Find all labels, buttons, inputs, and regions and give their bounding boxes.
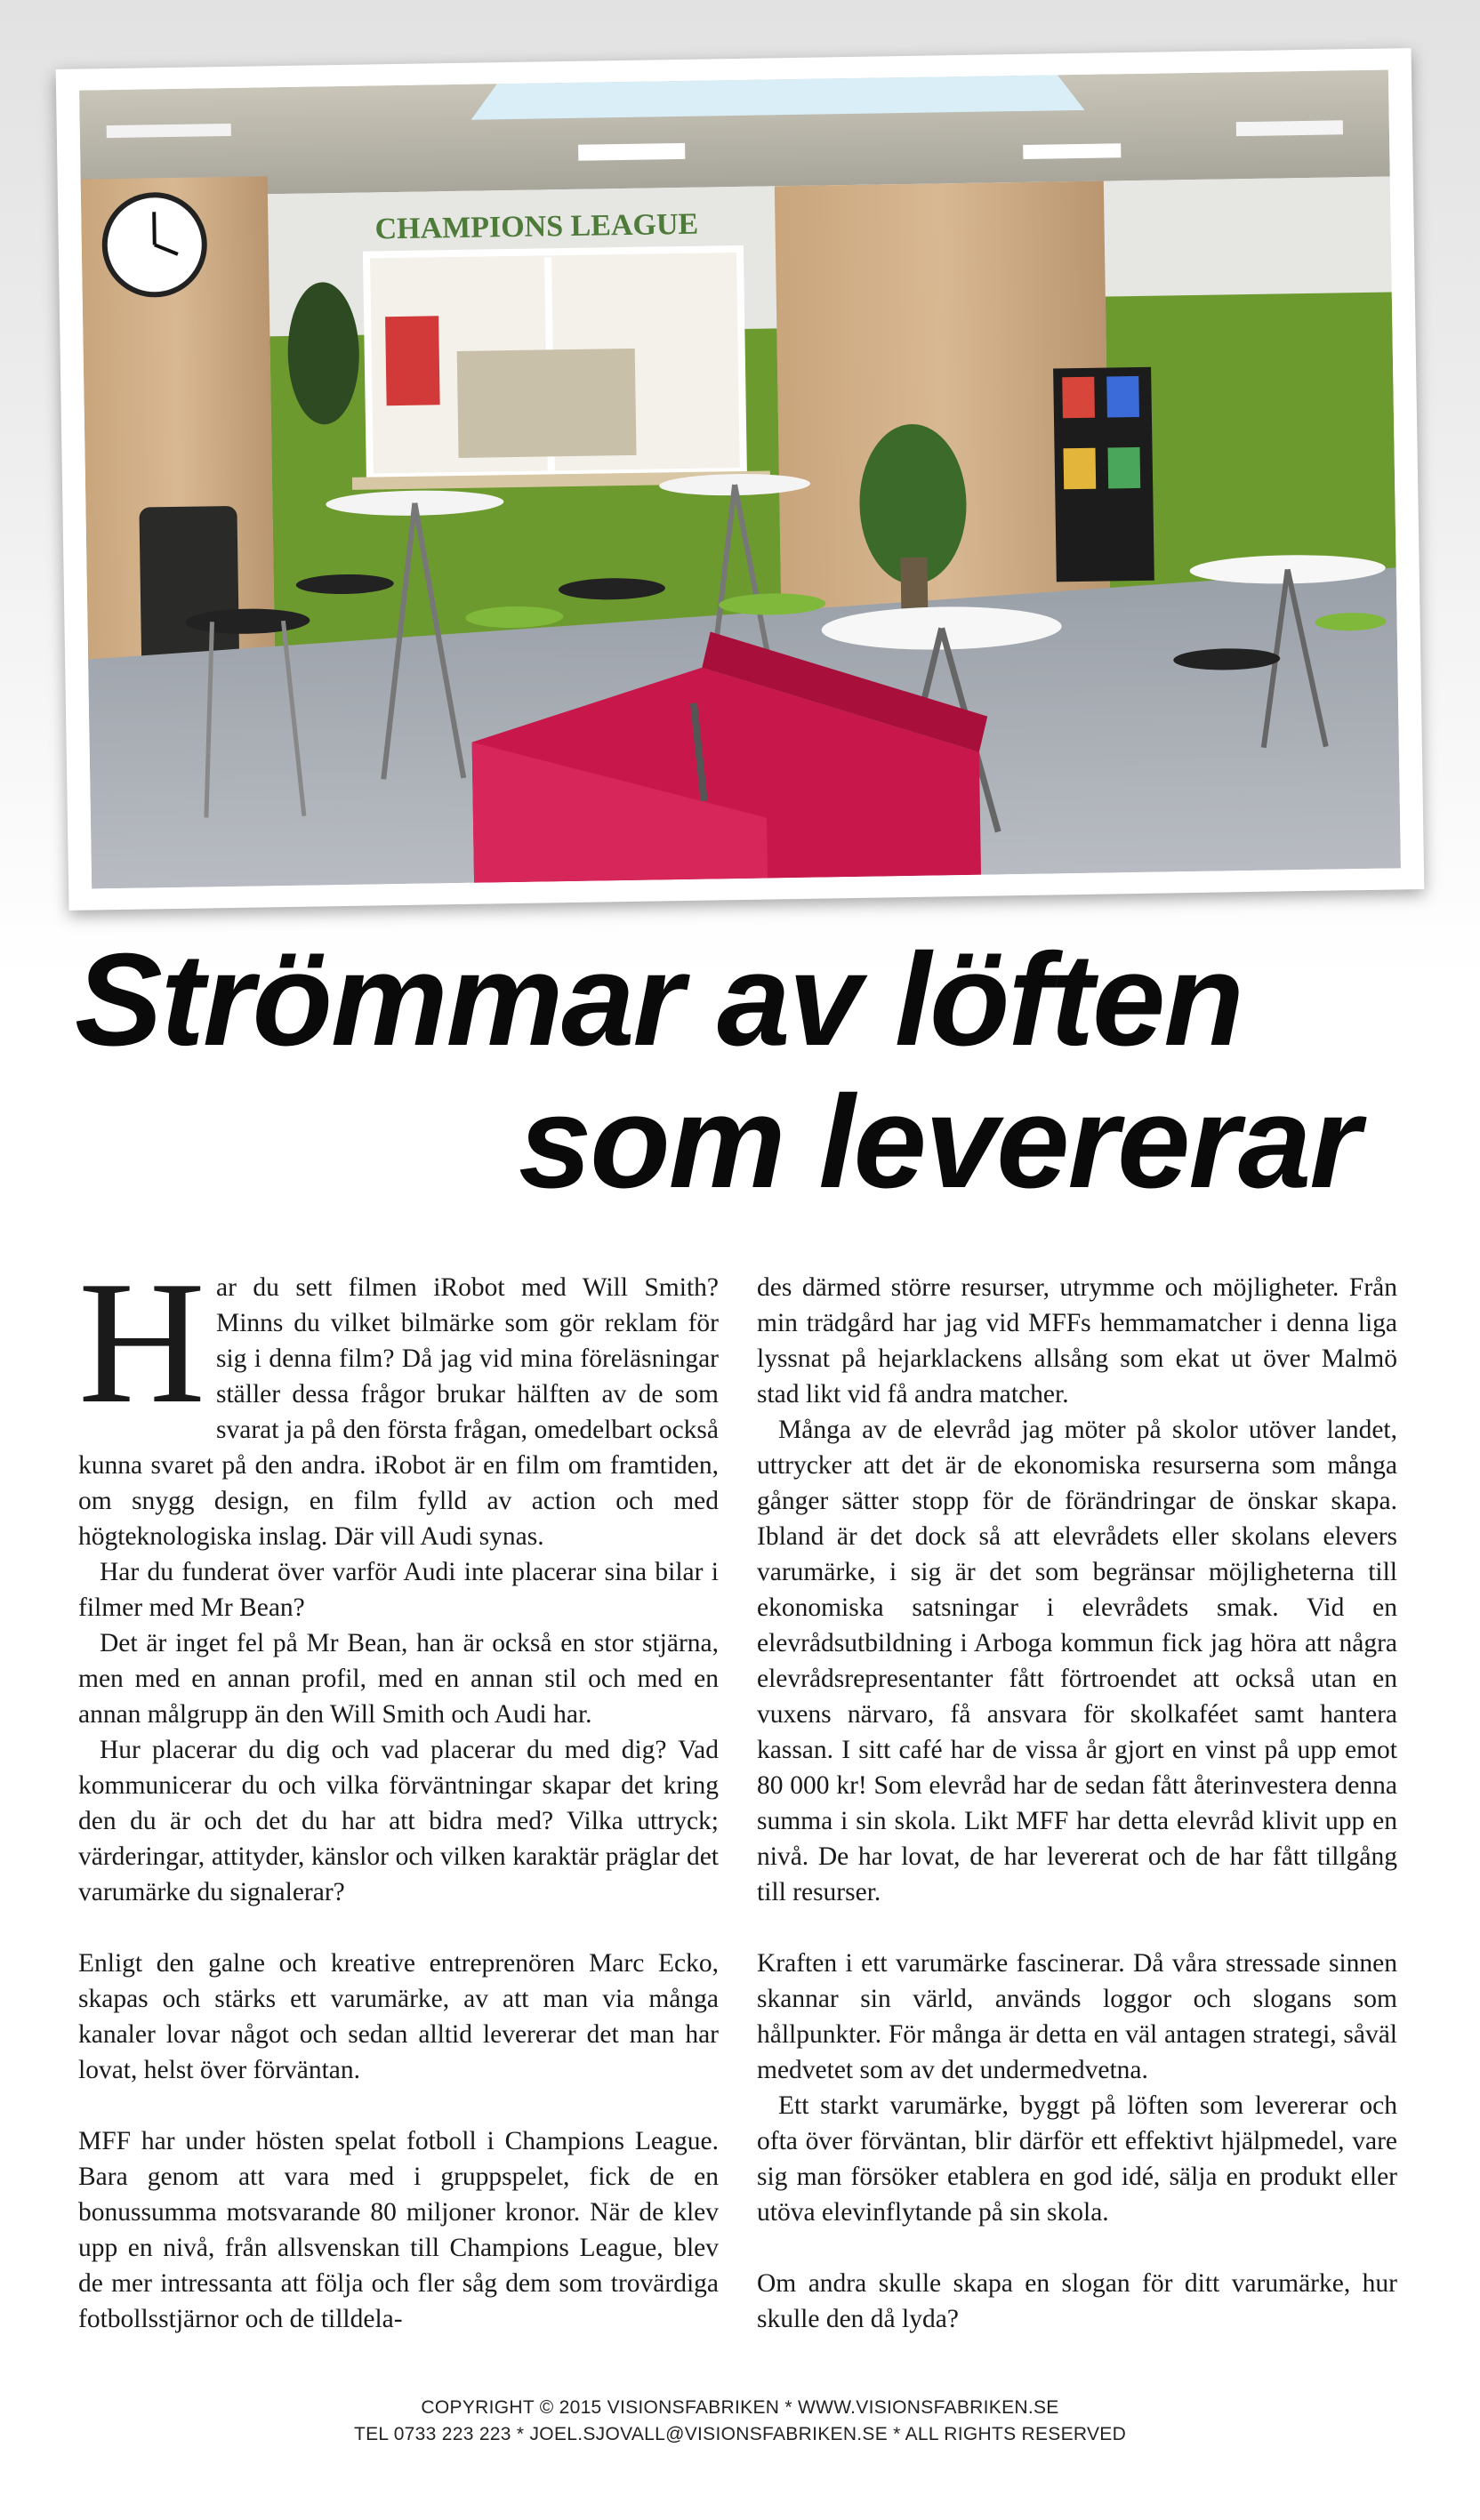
article-paragraph: Många av de elevråd jag möter på skolor utöver landet, uttrycker att det är de ekonomiska resurserna som många gånger sätter stopp för de förändringar de önskar skapa. Ibland är det dock så att elevrådets eller skolans elevers varumärke, i sig är det som begränsar möjligheterna till ekonomiska satsningar i elevrådets smak. Vid en elevrådsutbildning i Arboga kommun fick jag höra att några elevrådsrepresentanter fått förtroendet att också utan en vuxens närvaro, få ansvara för skolkaféet samt hantera kassan. I sitt café har de vissa år gjort en vinst på upp emot 80 000 kr! Som elevråd har de sedan fått återinvestera denna summa i sin skola. Likt MFF har detta elevråd klivit upp en nivå. De har lovat, de har levererat och de har fått tillgång till resurser. [757,1416,1397,1906]
drop-cap: H [78,1245,205,1440]
champions-league-sign: CHAMPIONS LEAGUE [374,207,699,246]
cafe-photo-frame [56,48,1425,911]
title-line-1: Strömmar av löften [75,927,1243,1073]
article-paragraph: Det är inget fel på Mr Bean, han är också en stor stjärna, men med en annan profil, med en annan stil och med en annan målgrupp än den Will Smith och Audi har. [78,1629,719,1729]
article-paragraph: Om andra skulle skapa en slogan för ditt varumärke, hur skulle den då lyda? [757,2269,1397,2333]
contact-line: TEL 0733 223 223 * JOEL.SJOVALL@VISIONSFABRIKEN.SE * ALL RIGHTS RESERVED [353,2424,1127,2444]
article-paragraph: Enligt den galne och kreative entreprenören Marc Ecko, skapas och stärks ett varumärke, av att man via många kanaler lovar något och sedan alltid levererar det man har lovat, helst över förväntan. [78,1949,719,2084]
article-paragraph: Har du funderat över varför Audi inte placerar sina bilar i filmer med Mr Bean? [78,1558,719,1622]
copyright-line: COPYRIGHT © 2015 VISIONSFABRIKEN * WWW.VISIONSFABRIKEN.SE [421,2397,1059,2418]
article-column-left [78,1245,719,2337]
article-title [0,929,1480,1232]
article-paragraph: MFF har under hösten spelat fotboll i Champions League. Bara genom att vara med i gruppspelet, fick de en bonussumma motsvarande 80 miljoner kronor. När de klev upp en nivå, från allsvenskan till Champions League, blev de mer intressanta att följa och fler såg dem som trovärdiga fotbollsstjärnor och de tilldela- [78,2127,719,2333]
article-paragraph: Har du sett filmen iRobot med Will Smith? Minns du vilket bilmärke som gör reklam för sig i denna film? Då jag vid mina föreläsningar ställer dessa frågor brukar hälften av de som svarat ja på den första frågan, omedelbart också kunna svaret på den andra. iRobot är en film om framtiden, om snygg design, en film fylld av action och med högteknologiska inslag. Där vill Audi synas. [78,1245,719,1551]
article-paragraph: des därmed större resurser, utrymme och möjligheter. Från min trädgård har jag vid MFFs hemmamatcher i denna liga lyssnat på hejarklackens allsång som ekat ut över Malmö stad likt vid få andra matcher. [757,1273,1397,1408]
article-paragraph: Kraften i ett varumärke fascinerar. Då våra stressade sinnen skannar sin värld, används loggor och slogans som hållpunkter. För många är detta en väl antagen strategi, såväl medvetet som av det undermedvetna. [757,1949,1397,2084]
article-paragraph: Hur placerar du dig och vad placerar du med dig? Vad kommunicerar du och vilka förväntningar skapar det kring den du är och det du har att bidra med? Vilka uttryck; värderingar, attityder, känslor och vilken karaktär präglar det varumärke du signalerar? [78,1736,719,1906]
article-column-right [757,1270,1397,2337]
article-paragraph: Ett starkt varumärke, byggt på löften som levererar och ofta över förväntan, blir därför ett effektivt hjälpmedel, vare sig man försöker etablera en god idé, sälja en produkt eller utöva elevinflytande på sin skola. [757,2091,1397,2227]
cafe-photo [79,69,1401,888]
title-line-2: som levererar [519,1069,1359,1216]
page-footer [0,2395,1480,2448]
